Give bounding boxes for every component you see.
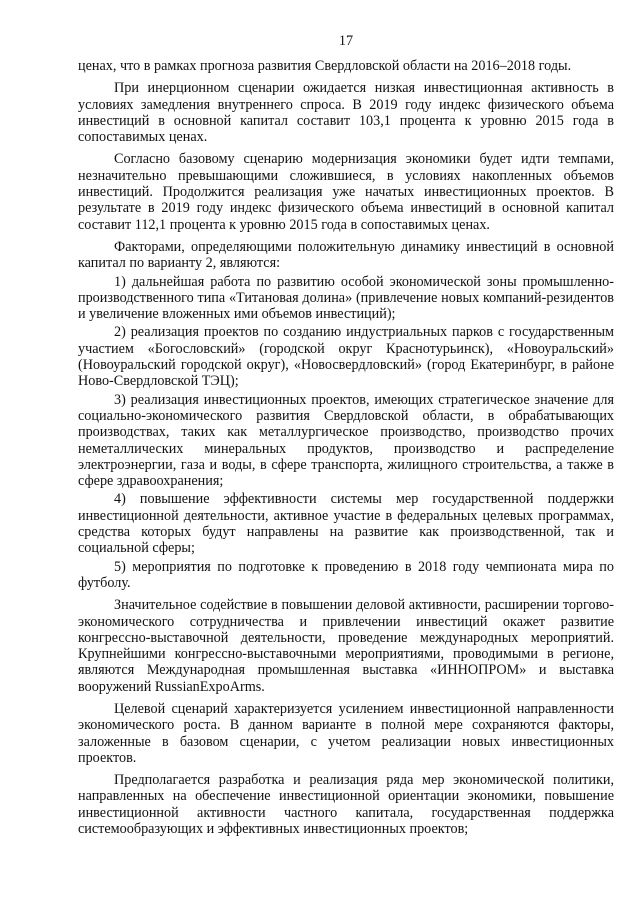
page-number: 17 (338, 33, 354, 49)
list-item: 2) реализация проектов по созданию индустриальных парков с государственным участием «Богословский» (городской округ Краснотурьинск), «Новоуральский» (Новоуральский городской округ), «Новосвердловский» (город Екатеринбург, в районе Ново-Свердловской ТЭЦ); (78, 324, 614, 390)
paragraph: При инерционном сценарии ожидается низкая инвестиционная активность в условиях замедления внутреннего спроса. В 2019 году индекс физического объема инвестиций в основной капитал составит 103,1 процента к уровню 2015 года в сопоставимых ценах. (78, 80, 614, 146)
document-page (78, 0, 614, 905)
paragraph: Факторами, определяющими положительную динамику инвестиций в основной капитал по варианту 2, являются: (78, 238, 614, 272)
paragraph: Предполагается разработка и реализация ряда мер экономической политики, направленных на обеспечение инвестиционной ориентации экономики, повышение инвестиционной активности частного капитала, государственная поддержка системообразующих и эффективных инвестиционных проектов; (78, 772, 614, 838)
paragraph: Согласно базовому сценарию модернизация экономики будет идти темпами, незначительно превышающими сложившиеся, в условиях накопленных объемов инвестиций. Продолжится реализация уже начатых инвестиционных проектов. В результате в 2019 году индекс физического объема инвестиций в основной капитал составит 112,1 процента к уровню 2015 года в сопоставимых ценах. (78, 151, 614, 233)
paragraph: ценах, что в рамках прогноза развития Свердловской области на 2016–2018 годы. (78, 58, 572, 74)
list-item: 3) реализация инвестиционных проектов, имеющих стратегическое значение для социально-экономического развития Свердловской области, в обрабатывающих производствах, таких как металлургическое производство, производство прочих неметаллических минеральных продуктов, производство и распределение электроэнергии, газа и воды, в сфере транспорта, жилищного строительства, а также в сфере здравоохранения; (78, 391, 614, 490)
document-body (78, 58, 614, 843)
paragraph: Целевой сценарий характеризуется усилением инвестиционной направленности экономического роста. В данном варианте в полной мере сохраняются факторы, заложенные в базовом сценарии, с учетом реализации новых инвестиционных проектов. (78, 700, 614, 766)
list-item: 5) мероприятия по подготовке к проведению в 2018 году чемпионата мира по футболу. (78, 558, 614, 591)
list-item: 1) дальнейшая работа по развитию особой экономической зоны промышленно-производственного типа «Титановая долина» (привлечение новых компаний-резидентов и увеличение вложенных ими объемов инвестиций); (78, 273, 614, 323)
paragraph: Значительное содействие в повышении деловой активности, расширении торгово-экономического сотрудничества и привлечении инвестиций окажет развитие конгрессно-выставочной деятельности, проведение международных мероприятий. Крупнейшими конгрессно-выставочными мероприятиями, проводимыми в регионе, являются Международная промышленная выставка «ИННОПРОМ» и выставка вооружений RussianExpoArms. (78, 597, 614, 695)
list-item: 4) повышение эффективности системы мер государственной поддержки инвестиционной деятельности, активное участие в федеральных целевых программах, средства которых будут направлены на развитие как производственной, так и социальной сферы; (78, 491, 614, 557)
